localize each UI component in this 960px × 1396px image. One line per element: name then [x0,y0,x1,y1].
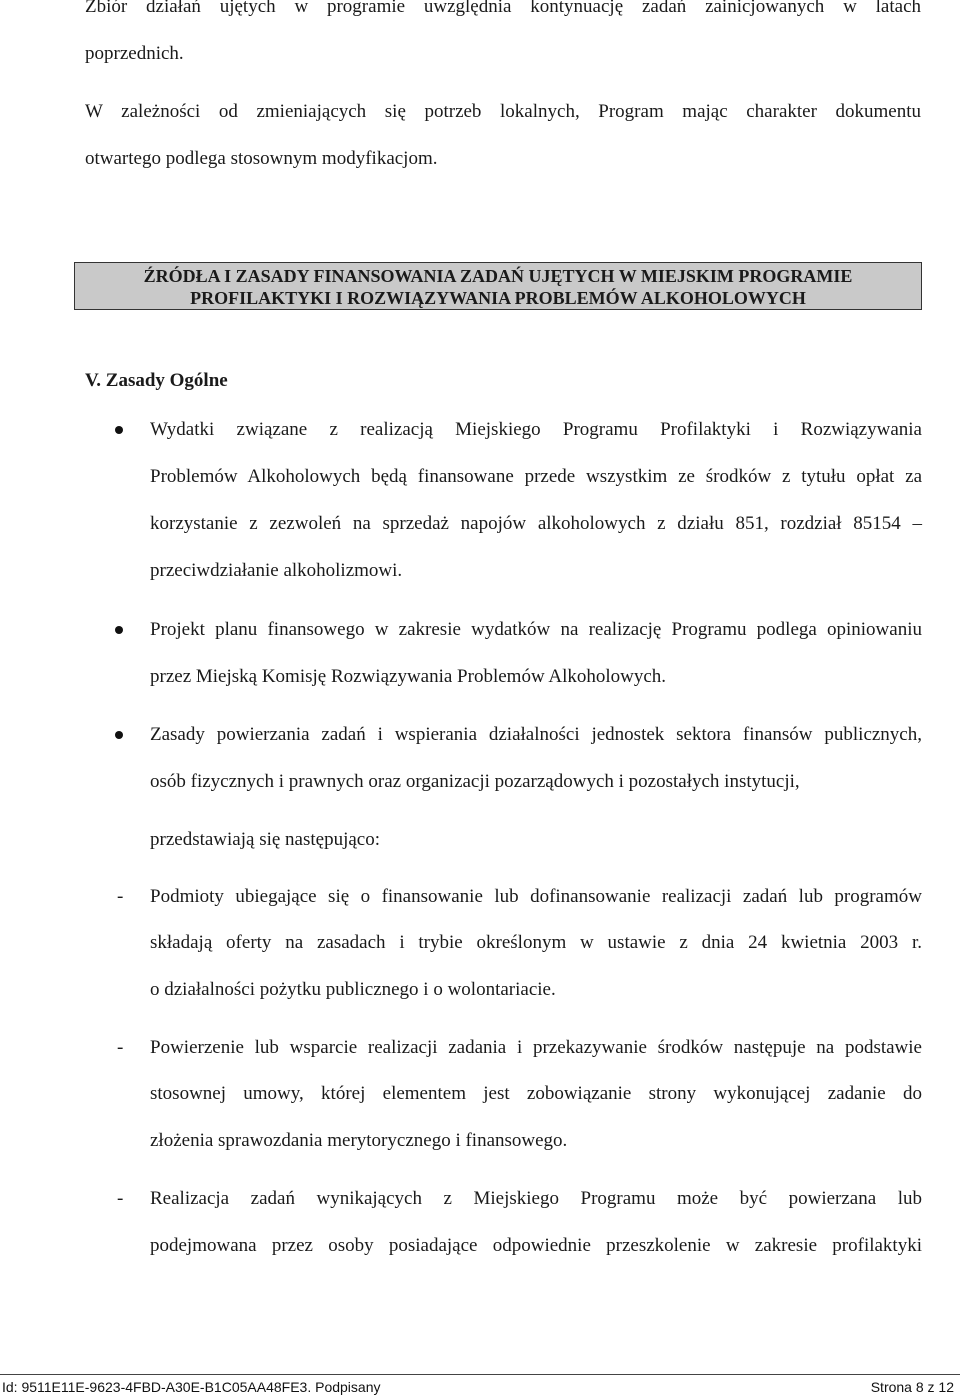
dash-1-line-3: o działalności pożytku publicznego i o wolontariacie. [150,979,556,1000]
bullet-icon [115,626,123,634]
footer-rule [0,1374,960,1375]
intro-line-2: poprzednich. [85,43,184,64]
section-heading: V. Zasady Ogólne [85,370,228,391]
bullet-1-line-4: przeciwdziałanie alkoholizmowi. [150,560,403,581]
bullet-3-line-2: osób fizycznych i prawnych oraz organizacji pozarządowych i pozostałych instytucji, [150,771,800,792]
bullet-icon [115,731,123,739]
bullet-3-line-3: przedstawiają się następująco: [150,829,381,850]
dash-3-line-2: podejmowana przez osoby posiadające odpowiednie przeszkolenie w zakresie profilaktyki [150,1235,922,1256]
bullet-3-line-1: Zasady powierzania zadań i wspierania działalności jednostek sektora finansów publicznych, [150,724,922,745]
banner-line-2: PROFILAKTYKI I ROZWIĄZYWANIA PROBLEMÓW ALKOHOLOWYCH [190,288,806,308]
section-banner [74,262,922,310]
bullet-1-line-3: korzystanie z zezwoleń na sprzedaż napojów alkoholowych z działu 851, rozdział 85154 – [150,513,922,534]
dash-marker: - [117,1037,124,1058]
intro-line-3: W zależności od zmieniających się potrzeb lokalnych, Program mając charakter dokumentu [85,101,921,122]
bullet-1-line-1: Wydatki związane z realizacją Miejskiego Programu Profilaktyki i Rozwiązywania [150,419,922,440]
dash-2-line-2: stosownej umowy, której elementem jest zobowiązanie strony wykonującej zadanie do [150,1083,922,1104]
dash-marker: - [117,1188,124,1209]
dash-2-line-3: złożenia sprawozdania merytorycznego i finansowego. [150,1130,568,1151]
intro-line-4: otwartego podlega stosownym modyfikacjom. [85,148,438,169]
dash-3-line-1: Realizacja zadań wynikających z Miejskiego Programu może być powierzana lub [150,1188,922,1209]
dash-1-line-1: Podmioty ubiegające się o finansowanie lub dofinansowanie realizacji zadań lub programów [150,886,922,907]
bullet-icon [115,426,123,434]
footer-document-id: Id: 9511E11E-9623-4FBD-A30E-B1C05AA48FE3. Podpisany [2,1379,381,1395]
bullet-2-line-2: przez Miejską Komisję Rozwiązywania Problemów Alkoholowych. [150,666,667,687]
dash-2-line-1: Powierzenie lub wsparcie realizacji zadania i przekazywanie środków następuje na podstawie [150,1037,922,1058]
intro-line-1: Zbiór działań ujętych w programie uwzględnia kontynuację zadań zainicjowanych w latach [85,0,921,17]
banner-line-1: ŹRÓDŁA I ZASADY FINANSOWANIA ZADAŃ UJĘTYCH W MIEJSKIM PROGRAMIE [143,266,853,286]
bullet-2-line-1: Projekt planu finansowego w zakresie wydatków na realizację Programu podlega opiniowaniu [150,619,922,640]
dash-marker: - [117,886,124,907]
bullet-1-line-2: Problemów Alkoholowych będą finansowane przede wszystkim ze środków z tytułu opłat za [150,466,922,487]
footer-page-number: Strona 8 z 12 [870,1379,954,1395]
dash-1-line-2: składają oferty na zasadach i trybie określonym w ustawie z dnia 24 kwietnia 2003 r. [150,932,922,953]
